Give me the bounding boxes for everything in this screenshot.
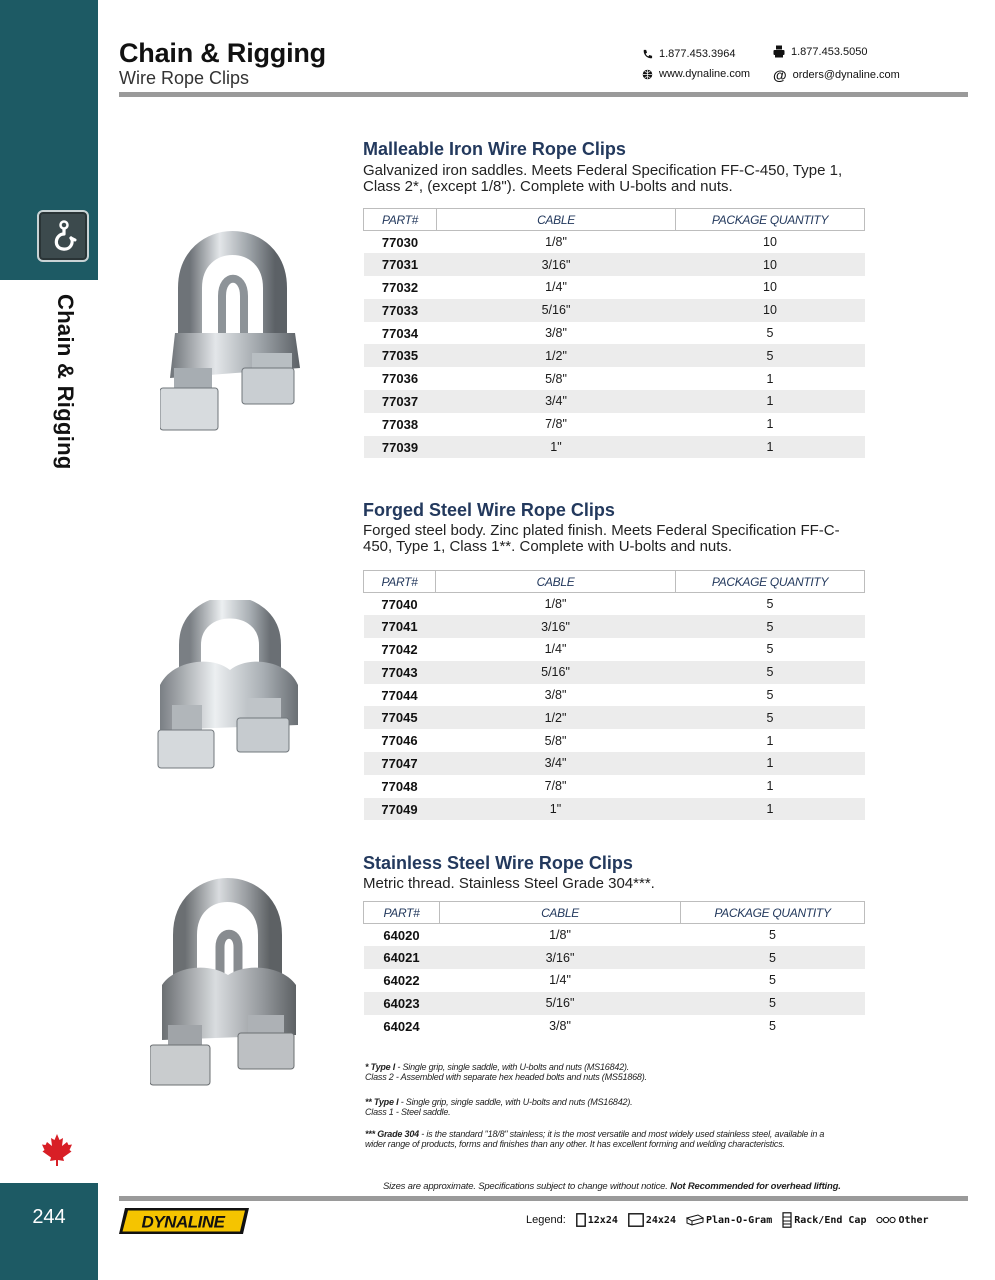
table-row [364, 798, 865, 821]
table-row [364, 593, 865, 616]
col-header-part: PART# [364, 571, 436, 593]
table-row [364, 231, 865, 254]
cable-cell: 3/4" [436, 752, 676, 775]
part-cell: 77047 [364, 752, 436, 775]
legend [526, 1212, 929, 1228]
header-rule [119, 92, 968, 97]
qty-cell: 5 [766, 688, 774, 703]
phone-icon [642, 49, 653, 60]
col-header-part: PART# [364, 902, 440, 924]
part-cell: 64023 [364, 992, 440, 1015]
table-row [364, 299, 865, 322]
part-cell: 77036 [381, 371, 419, 387]
table-row [364, 946, 865, 969]
cable-cell: 3/8" [549, 1019, 571, 1034]
legend-item-12x24: 12x24 [576, 1213, 618, 1227]
section-desc-forged: Forged steel body. Zinc plated finish. Meets Federal Specification FF-C-450, Type 1, Class 1**. Complete with U-bolts and nuts. [363, 522, 840, 555]
table-row [364, 413, 865, 436]
cable-cell: 3/8" [545, 326, 567, 341]
part-cell: 77046 [381, 733, 418, 749]
note-type1-class2: * Type I - Single grip, single saddle, with U-bolts and nuts (MS16842). Class 2 - Assembled with separate hex headed bolts and nuts (MS51868). [365, 1062, 647, 1082]
qty-cell: 5 [681, 992, 865, 1015]
cable-cell: 3/16" [440, 946, 681, 969]
qty-cell: 5 [676, 615, 865, 638]
legend-item-rack-endcap: Rack/End Cap [782, 1212, 866, 1228]
fax-contact[interactable] [773, 45, 867, 58]
part-cell: 77035 [364, 344, 437, 367]
qty-cell: 5 [676, 661, 865, 684]
qty-cell: 1 [676, 390, 865, 413]
qty-cell: 5 [676, 706, 865, 729]
legend-item-24x24: 24x24 [628, 1213, 676, 1227]
part-cell: 77032 [381, 279, 419, 295]
page-subtitle: Wire Rope Clips [119, 68, 250, 88]
table-row [364, 638, 865, 661]
table-row [364, 706, 865, 729]
24x24-shelf-icon [628, 1213, 644, 1227]
side-category-title: Chain & Rigging [53, 294, 78, 470]
cable-cell: 5/8" [544, 733, 567, 748]
dynaline-logo[interactable] [119, 1208, 249, 1234]
part-cell: 77039 [364, 436, 437, 459]
qty-cell: 1 [766, 733, 774, 748]
part-cell: 64020 [383, 927, 420, 943]
part-cell: 77049 [364, 798, 436, 821]
cable-cell: 1/8" [544, 597, 567, 612]
col-header-cable: CABLE [440, 902, 681, 924]
cable-cell: 1" [437, 436, 676, 459]
phone-number: 1.877.453.3964 [659, 48, 736, 60]
table-row [364, 436, 865, 459]
qty-cell: 1 [766, 779, 774, 794]
table-row [364, 615, 865, 638]
qty-cell: 5 [769, 928, 776, 943]
qty-cell: 1 [766, 417, 774, 432]
qty-cell: 5 [676, 344, 865, 367]
legend-item-planogram: Plan-O-Gram [686, 1214, 772, 1226]
part-cell: 77043 [364, 661, 436, 684]
table-row [364, 390, 865, 413]
qty-cell: 5 [766, 326, 774, 341]
part-cell: 77033 [364, 299, 437, 322]
cable-cell: 7/8" [544, 779, 567, 794]
email-link[interactable] [773, 67, 900, 83]
table-forged [363, 570, 865, 820]
qty-cell: 5 [766, 642, 774, 657]
cable-cell: 1/4" [545, 280, 567, 295]
part-cell: 77038 [381, 416, 419, 432]
table-row [364, 276, 865, 299]
qty-cell: 5 [681, 946, 865, 969]
qty-cell: 5 [766, 597, 774, 612]
cable-cell: 5/16" [437, 299, 676, 322]
part-cell: 77042 [381, 641, 418, 657]
table-row [364, 344, 865, 367]
table-malleable [363, 208, 865, 458]
table-row [364, 322, 865, 345]
plan-o-gram-icon [686, 1214, 704, 1226]
sidebar-bottom-band [0, 1183, 98, 1280]
cable-cell: 1/4" [544, 642, 567, 657]
qty-cell: 10 [763, 235, 777, 250]
col-header-part: PART# [364, 209, 437, 231]
email-address: orders@dynaline.com [792, 69, 900, 81]
website-link[interactable] [642, 68, 750, 80]
cable-cell: 1/2" [436, 706, 676, 729]
forged-steel-clip-image [152, 600, 302, 772]
cable-cell: 3/8" [544, 688, 567, 703]
phone-contact[interactable] [642, 48, 735, 60]
cable-cell: 5/16" [440, 992, 681, 1015]
table-row [364, 367, 865, 390]
table-row [364, 924, 865, 947]
cable-cell: 3/4" [437, 390, 676, 413]
note-grade-304: *** Grade 304 - is the standard "18/8" stainless; it is the most versatile and most widely used stainless steel, available in a wider range of products, forms and finishes than any other. It has excellent forming and welding characteristics. [365, 1129, 825, 1149]
table-row [364, 684, 865, 707]
table-row [364, 752, 865, 775]
page-number: 244 [32, 1206, 66, 1228]
qty-cell: 1 [676, 798, 865, 821]
category-tab[interactable] [37, 210, 89, 262]
section-title-malleable: Malleable Iron Wire Rope Clips [363, 139, 626, 159]
table-row [364, 253, 865, 276]
part-cell: 64024 [383, 1018, 420, 1034]
part-cell: 77048 [381, 778, 418, 794]
malleable-iron-clip-image [160, 228, 305, 433]
qty-cell: 1 [676, 752, 865, 775]
part-cell: 77034 [381, 325, 419, 341]
qty-cell: 5 [769, 1019, 776, 1034]
part-cell: 77040 [381, 596, 418, 612]
section-title-forged: Forged Steel Wire Rope Clips [363, 500, 615, 520]
part-cell: 64022 [383, 972, 420, 988]
cable-cell: 1" [436, 798, 676, 821]
part-cell: 77037 [364, 390, 437, 413]
legend-item-other: Other [876, 1215, 928, 1226]
qty-cell: 1 [766, 371, 774, 386]
hook-icon [49, 220, 79, 254]
col-header-cable: CABLE [436, 571, 676, 593]
table-row [364, 729, 865, 752]
legend-label: Legend: [526, 1214, 566, 1226]
table-row [364, 775, 865, 798]
table-row [364, 992, 865, 1015]
cable-cell: 5/16" [436, 661, 676, 684]
col-header-qty: PACKAGE QUANTITY [681, 902, 865, 924]
fax-icon [773, 45, 785, 58]
part-cell: 77041 [364, 615, 436, 638]
cable-cell: 1/8" [549, 928, 571, 943]
cable-cell: 5/8" [545, 371, 567, 386]
qty-cell: 10 [676, 299, 865, 322]
fax-number: 1.877.453.5050 [791, 45, 868, 58]
note-type1-class1: ** Type I - Single grip, single saddle, with U-bolts and nuts (MS16842). Class 1 - Steel saddle. [365, 1097, 633, 1117]
section-title-stainless: Stainless Steel Wire Rope Clips [363, 853, 633, 873]
part-cell: 77045 [364, 706, 436, 729]
cable-cell: 1/4" [549, 973, 571, 988]
part-cell: 77031 [364, 253, 437, 276]
col-header-qty: PACKAGE QUANTITY [676, 571, 865, 593]
table-row [364, 1015, 865, 1038]
cable-cell: 1/2" [437, 344, 676, 367]
at-sign-icon: @ [773, 67, 787, 83]
table-row [364, 969, 865, 992]
qty-cell: 10 [763, 280, 777, 295]
logo-text: DYNALINE [141, 1212, 225, 1232]
website-url: www.dynaline.com [659, 68, 751, 80]
qty-cell: 10 [676, 253, 865, 276]
rack-end-cap-icon [782, 1212, 792, 1228]
qty-cell: 1 [676, 436, 865, 459]
cable-cell: 7/8" [545, 417, 567, 432]
globe-icon [642, 69, 653, 80]
section-desc-malleable: Galvanized iron saddles. Meets Federal Specification FF-C-450, Type 1, Class 2*, (except 1/8"). Complete with U-bolts and nuts. [363, 162, 843, 195]
12x24-shelf-icon [576, 1213, 586, 1227]
cable-cell: 1/8" [545, 235, 567, 250]
page-title: Chain & Rigging [119, 38, 326, 68]
section-desc-stainless: Metric thread. Stainless Steel Grade 304***. [363, 875, 655, 892]
footer-disclaimer: Sizes are approximate. Specifications subject to change without notice. Not Recommended for overhead lifting. [383, 1181, 841, 1192]
part-cell: 77030 [381, 234, 419, 250]
other-dots-icon [876, 1216, 896, 1224]
part-cell: 64021 [364, 946, 440, 969]
footer-rule [119, 1196, 968, 1201]
col-header-cable: CABLE [437, 209, 676, 231]
qty-cell: 5 [769, 973, 776, 988]
canada-maple-leaf-icon [42, 1133, 72, 1167]
stainless-steel-clip-image [150, 875, 300, 1087]
cable-cell: 3/16" [437, 253, 676, 276]
part-cell: 77044 [381, 687, 418, 703]
col-header-qty: PACKAGE QUANTITY [676, 209, 865, 231]
cable-cell: 3/16" [436, 615, 676, 638]
table-row [364, 661, 865, 684]
table-stainless [363, 901, 865, 1037]
